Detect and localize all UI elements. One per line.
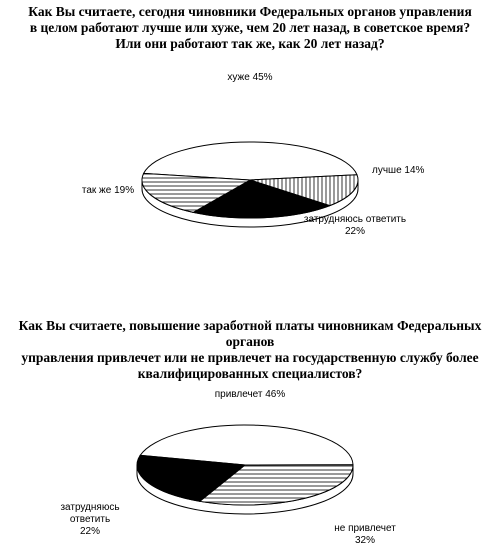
- pie-1-label-затрудняюсь-ответить: [304, 214, 406, 237]
- pie-2-label-не-привлечет: [334, 523, 396, 546]
- pie-chart-2: [60, 389, 396, 546]
- pie-1-label-лучше: [372, 165, 425, 176]
- slice-label-line: затрудняюсь ответить: [303, 214, 407, 225]
- slice-label-line: 32%: [354, 535, 376, 546]
- pie-1-slice-хуже: [144, 142, 357, 180]
- pie-1-label-так-же: [82, 185, 134, 196]
- slice-label-line: так же 19%: [81, 185, 135, 196]
- slice-label-line: затрудняюсь: [60, 502, 120, 513]
- slice-label-line: не привлечет: [334, 523, 396, 534]
- chart-2-title-line: управления привлечет или не привлечет на государственную службу более: [21, 350, 479, 365]
- chart-2-title-line: квалифицированных специалистов?: [137, 366, 363, 381]
- slice-label-line: 22%: [344, 226, 366, 237]
- slice-label-line: лучше 14%: [372, 165, 425, 176]
- chart-1-title-line: Или они работают так же, как 20 лет назад?: [115, 36, 385, 51]
- pie-2-label-привлечет: [215, 389, 286, 400]
- chart-1-title-line: Как Вы считаете, сегодня чиновники Федеральных органов управления: [28, 4, 472, 19]
- pie-chart-1: [82, 72, 425, 237]
- pie-2-label-затрудняюсь-ответить: [60, 502, 119, 537]
- slice-label-line: ответить: [69, 514, 111, 525]
- chart-1-title-line: в целом работают лучше или хуже, чем 20 лет назад, в советское время?: [29, 20, 471, 35]
- slice-label-line: привлечет 46%: [214, 389, 286, 400]
- slice-label-line: 22%: [79, 526, 101, 537]
- pie-1-label-хуже: [227, 72, 272, 83]
- slice-label-line: хуже 45%: [227, 72, 273, 83]
- chart-2-title-line: Как Вы считаете, повышение заработной платы чиновникам Федеральных органов: [18, 318, 482, 349]
